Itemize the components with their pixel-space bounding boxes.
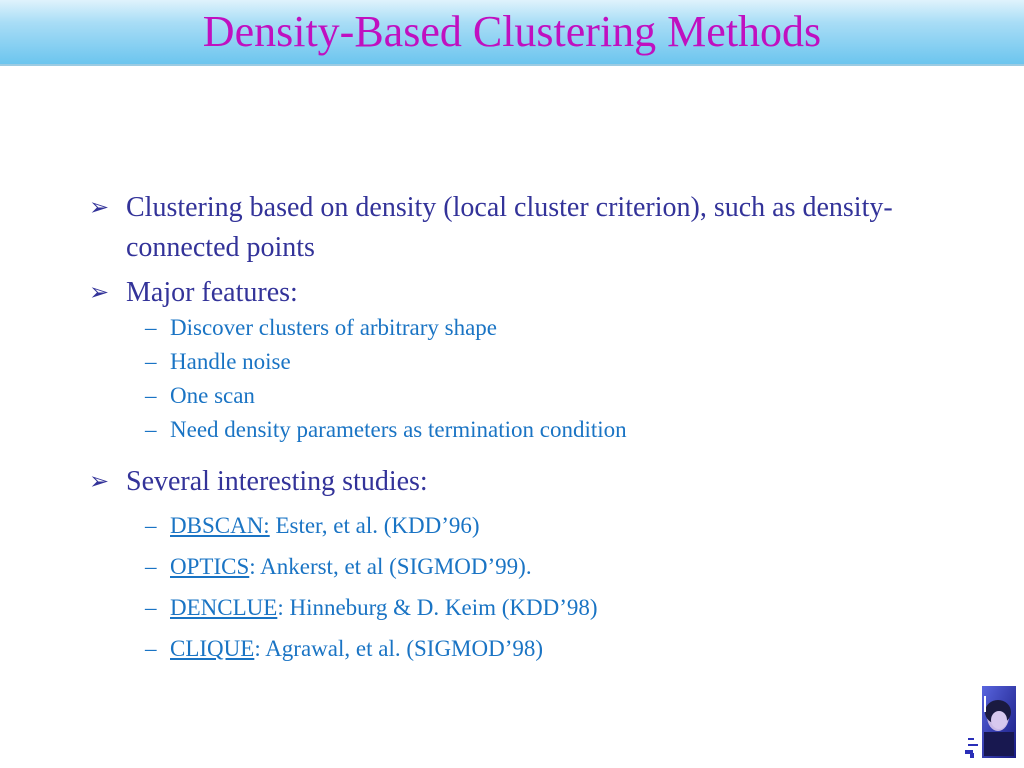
study-citation: : Agrawal, et al. (SIGMOD’98) bbox=[254, 636, 544, 661]
sub-item bbox=[145, 313, 965, 343]
sub-text: Need density parameters as termination condition bbox=[170, 417, 627, 442]
arrow-bullet-icon: ➢ bbox=[89, 280, 110, 306]
study-link-optics[interactable]: OPTICS bbox=[170, 554, 250, 579]
dash-marker: – bbox=[145, 595, 157, 620]
study-text bbox=[170, 552, 965, 582]
sub-text: One scan bbox=[170, 383, 255, 408]
study-text bbox=[170, 593, 965, 623]
study-text bbox=[170, 634, 965, 664]
portrait-logo-icon bbox=[962, 686, 1018, 758]
bullet-item bbox=[89, 273, 969, 313]
sub-item bbox=[145, 347, 965, 377]
study-item bbox=[145, 593, 965, 623]
title-bar bbox=[0, 0, 1024, 66]
study-text bbox=[170, 511, 965, 541]
dash-marker: – bbox=[145, 383, 157, 408]
sub-item bbox=[145, 415, 965, 445]
arrow-bullet-icon: ➢ bbox=[89, 469, 110, 495]
study-link-clique[interactable]: CLIQUE bbox=[170, 636, 255, 661]
sub-text: Discover clusters of arbitrary shape bbox=[170, 315, 497, 340]
dash-marker: – bbox=[145, 554, 157, 579]
bullet-item bbox=[89, 462, 969, 502]
bullet-text: Several interesting studies: bbox=[126, 466, 428, 497]
bullet-text: Clustering based on density (local cluster criterion), such as density-connected points bbox=[126, 192, 893, 263]
bullet-item bbox=[89, 188, 969, 268]
sub-item bbox=[145, 381, 965, 411]
dash-marker: – bbox=[145, 513, 157, 538]
study-link-denclue[interactable]: DENCLUE bbox=[170, 595, 278, 620]
sub-text: Handle noise bbox=[170, 349, 291, 374]
study-item bbox=[145, 634, 965, 664]
study-item bbox=[145, 511, 965, 541]
study-item bbox=[145, 552, 965, 582]
study-citation: Ester, et al. (KDD’96) bbox=[269, 513, 480, 538]
study-citation: : Hinneburg & D. Keim (KDD’98) bbox=[277, 595, 598, 620]
dash-marker: – bbox=[145, 417, 157, 442]
study-link-dbscan[interactable]: DBSCAN: bbox=[170, 513, 270, 538]
dash-marker: – bbox=[145, 315, 157, 340]
dash-marker: – bbox=[145, 636, 157, 661]
study-citation: : Ankerst, et al (SIGMOD’99). bbox=[249, 554, 532, 579]
bullet-text: Major features: bbox=[126, 277, 298, 308]
page-title: Density-Based Clustering Methods bbox=[202, 7, 822, 56]
dash-marker: – bbox=[145, 349, 157, 374]
arrow-bullet-icon: ➢ bbox=[89, 195, 110, 221]
